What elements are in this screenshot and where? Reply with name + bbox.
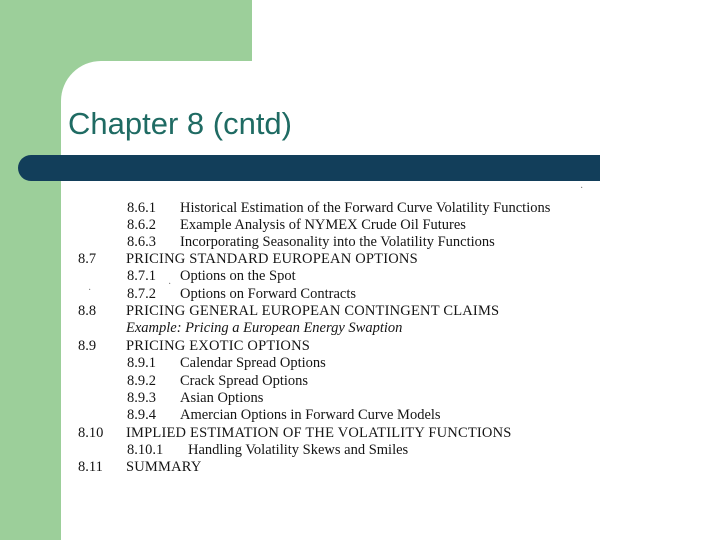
slide-title: Chapter 8 (cntd)	[68, 106, 292, 141]
toc-entry-number: 8.7.2	[127, 286, 156, 302]
toc-entry-number: 8.8	[78, 303, 97, 319]
toc-entry-number: 8.11	[78, 459, 103, 475]
toc-entry-number: 8.9.2	[127, 373, 156, 389]
scan-speck: ·	[580, 183, 584, 194]
toc-entry-text: Crack Spread Options	[180, 373, 309, 389]
toc-entry-text: Example Analysis of NYMEX Crude Oil Futures	[180, 217, 466, 233]
toc-entry-text: Handling Volatility Skews and Smiles	[188, 442, 409, 458]
toc-entry-number: 8.9.1	[127, 355, 156, 371]
toc-entry-number: 8.6.2	[127, 217, 156, 233]
toc-entry-number: 8.6.1	[127, 200, 156, 216]
toc-entry-text: PRICING GENERAL EUROPEAN CONTINGENT CLAIMS	[126, 303, 500, 319]
scan-speck: ·	[168, 279, 172, 290]
toc-entry-text: Example: Pricing a European Energy Swaption	[126, 320, 403, 336]
toc-entry-number: 8.10	[78, 425, 104, 441]
toc-entry-text: PRICING STANDARD EUROPEAN OPTIONS	[126, 251, 418, 267]
toc-entry-number: 8.9	[78, 338, 97, 354]
toc-entry-text: Options on the Spot	[180, 268, 296, 284]
toc-entry-number: 8.7	[78, 251, 97, 267]
toc-entry-number: 8.6.3	[127, 234, 156, 250]
toc-entry-text: Calendar Spread Options	[180, 355, 326, 371]
toc-entry-text: Options on Forward Contracts	[180, 286, 356, 302]
toc-entry-text: Historical Estimation of the Forward Curve Volatility Functions	[180, 200, 551, 216]
toc-entry-text: SUMMARY	[126, 459, 202, 475]
toc-entry-number: 8.9.3	[127, 390, 156, 406]
toc-entry-text: Asian Options	[180, 390, 264, 406]
toc-entry-text: PRICING EXOTIC OPTIONS	[126, 338, 311, 354]
scan-speck: ·	[88, 285, 92, 296]
toc-entry-number: 8.7.1	[127, 268, 156, 284]
toc-entry-text: Amercian Options in Forward Curve Models	[180, 407, 441, 423]
toc-entry-number: 8.9.4	[127, 407, 156, 423]
toc-entry-number: 8.10.1	[127, 442, 164, 458]
toc-entry-text: IMPLIED ESTIMATION OF THE VOLATILITY FUNCTIONS	[126, 425, 512, 441]
toc-entry-text: Incorporating Seasonality into the Volatility Functions	[180, 234, 495, 250]
